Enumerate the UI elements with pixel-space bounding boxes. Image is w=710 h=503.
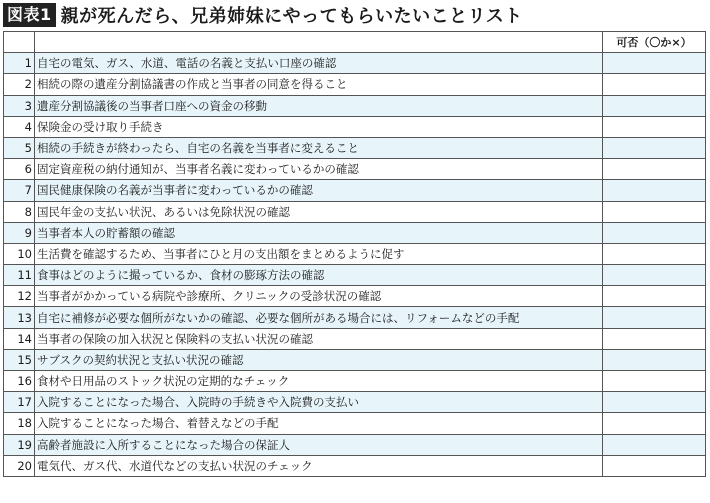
row-result-cell[interactable] (603, 265, 706, 286)
row-result-cell[interactable] (603, 307, 706, 328)
row-result-cell[interactable] (603, 180, 706, 201)
row-number: 1 (4, 53, 35, 74)
row-item: 相続の際の遺産分割協議書の作成と当事者の同意を得ること (35, 74, 603, 95)
row-result-cell[interactable] (603, 434, 706, 455)
row-result-cell[interactable] (603, 349, 706, 370)
row-result-cell[interactable] (603, 286, 706, 307)
row-number: 5 (4, 137, 35, 158)
row-item: 高齢者施設に入所することになった場合の保証人 (35, 434, 603, 455)
row-item: 国民年金の支払い状況、あるいは免除状況の確認 (35, 201, 603, 222)
header-item (35, 32, 603, 53)
row-number: 20 (4, 455, 35, 476)
row-number: 7 (4, 180, 35, 201)
row-item: 自宅に補修が必要な個所がないかの確認、必要な個所がある場合には、リフォームなどの手配 (35, 307, 603, 328)
row-number: 16 (4, 371, 35, 392)
header-result: 可否（〇か×） (603, 32, 706, 53)
row-number: 11 (4, 265, 35, 286)
row-result-cell[interactable] (603, 413, 706, 434)
row-item: 入院することになった場合、着替えなどの手配 (35, 413, 603, 434)
table-row (4, 180, 706, 201)
row-number: 4 (4, 116, 35, 137)
row-result-cell[interactable] (603, 328, 706, 349)
row-number: 9 (4, 222, 35, 243)
row-result-cell[interactable] (603, 222, 706, 243)
table-row (4, 222, 706, 243)
page-title: 親が死んだら、兄弟姉妹にやってもらいたいことリスト (60, 6, 523, 27)
row-number: 17 (4, 392, 35, 413)
row-item: 食事はどのように撮っているか、食材の膨琢方法の確認 (35, 265, 603, 286)
table-row (4, 265, 706, 286)
table-row (4, 349, 706, 370)
row-item: 生活費を確認するため、当事者にひと月の支出額をまとめるように促す (35, 243, 603, 264)
row-item: 当事者がかかっている病院や診療所、クリニックの受診状況の確認 (35, 286, 603, 307)
table-row (4, 53, 706, 74)
table-row (4, 116, 706, 137)
row-result-cell[interactable] (603, 53, 706, 74)
table-row (4, 413, 706, 434)
table-row (4, 137, 706, 158)
row-number: 18 (4, 413, 35, 434)
row-number: 14 (4, 328, 35, 349)
row-result-cell[interactable] (603, 159, 706, 180)
row-number: 13 (4, 307, 35, 328)
row-result-cell[interactable] (603, 201, 706, 222)
table-row (4, 159, 706, 180)
table-row (4, 371, 706, 392)
row-result-cell[interactable] (603, 95, 706, 116)
row-result-cell[interactable] (603, 74, 706, 95)
row-result-cell[interactable] (603, 137, 706, 158)
row-item: 入院することになった場合、入院時の手続きや入院費の支払い (35, 392, 603, 413)
table-row (4, 286, 706, 307)
row-item: 相続の手続きが終わったら、自宅の名義を当事者に変えること (35, 137, 603, 158)
row-item: 電気代、ガス代、水道代などの支払い状況のチェック (35, 455, 603, 476)
figure-title (3, 3, 523, 27)
table-row (4, 392, 706, 413)
checklist-table (3, 31, 706, 477)
row-item: 当事者本人の貯蓄額の確認 (35, 222, 603, 243)
row-item: 国民健康保険の名義が当事者に変わっているかの確認 (35, 180, 603, 201)
row-result-cell[interactable] (603, 243, 706, 264)
table-row (4, 74, 706, 95)
row-result-cell[interactable] (603, 455, 706, 476)
row-item: 遺産分割協議後の当事者口座への資金の移動 (35, 95, 603, 116)
row-result-cell[interactable] (603, 392, 706, 413)
row-number: 12 (4, 286, 35, 307)
header-number (4, 32, 35, 53)
table-header-row (4, 32, 706, 53)
row-number: 10 (4, 243, 35, 264)
row-number: 19 (4, 434, 35, 455)
table-row (4, 328, 706, 349)
row-number: 8 (4, 201, 35, 222)
row-item: 自宅の電気、ガス、水道、電話の名義と支払い口座の確認 (35, 53, 603, 74)
table-row (4, 95, 706, 116)
row-item: 食材や日用品のストック状況の定期的なチェック (35, 371, 603, 392)
row-number: 15 (4, 349, 35, 370)
row-item: サブスクの契約状況と支払い状況の確認 (35, 349, 603, 370)
row-item: 保険金の受け取り手続き (35, 116, 603, 137)
table-row (4, 307, 706, 328)
row-item: 当事者の保険の加入状況と保険料の支払い状況の確認 (35, 328, 603, 349)
table-row (4, 434, 706, 455)
row-number: 3 (4, 95, 35, 116)
row-result-cell[interactable] (603, 371, 706, 392)
row-number: 6 (4, 159, 35, 180)
row-result-cell[interactable] (603, 116, 706, 137)
figure-badge: 図表1 (3, 3, 56, 27)
row-number: 2 (4, 74, 35, 95)
row-item: 固定資産税の納付通知が、当事者名義に変わっているかの確認 (35, 159, 603, 180)
table-row (4, 243, 706, 264)
table-row (4, 455, 706, 476)
table-row (4, 201, 706, 222)
